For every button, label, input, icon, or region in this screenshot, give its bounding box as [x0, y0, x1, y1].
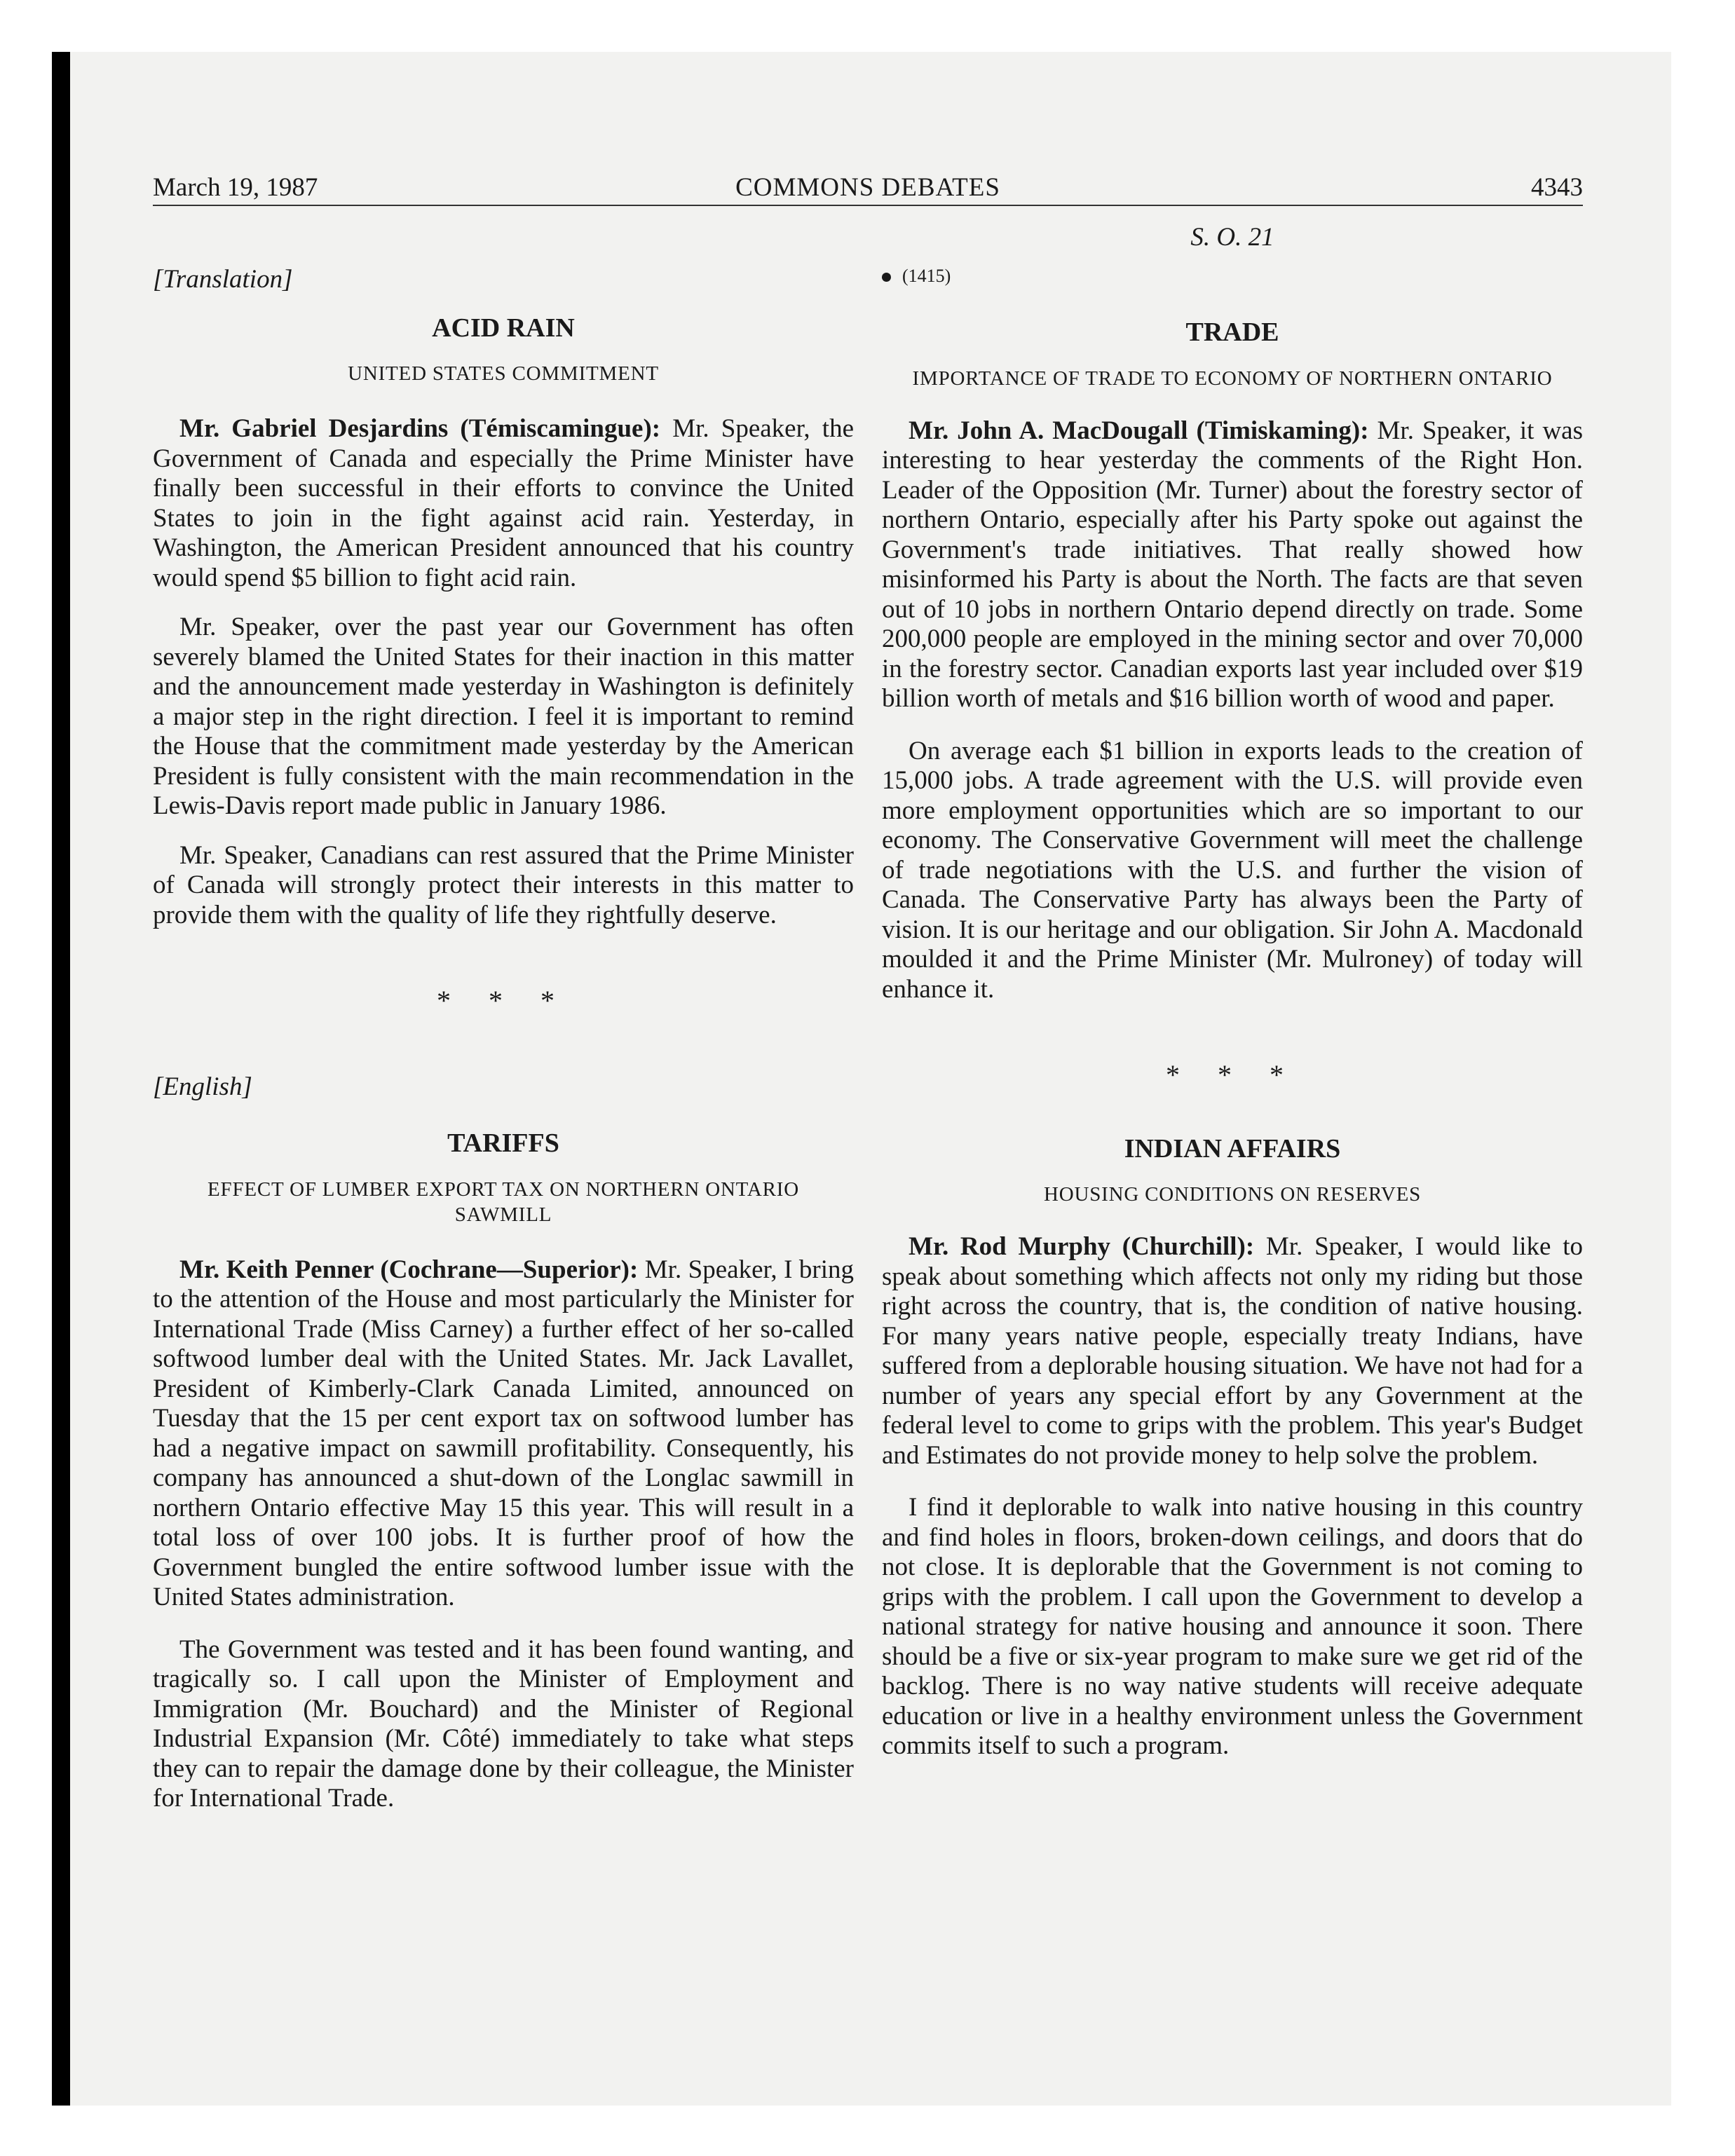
paragraph-text: Mr. Speaker, it was interesting to hear yesterday the comments of the Right Hon. Leader of the Opposition (Mr. Turner) about the forestry sector of northern Ontario, especially after his Party spoke out against the Government's trade initiatives. That really showed how misinformed his Party is about the North. The facts are that seven out of 10 jobs in northern Ontario depend directly on trade. Some 200,000 people are employed in the mining sector and over 70,000 in the forestry sector. Canadian exports last year included over $19 billion worth of metals and $16 billion worth of wood and paper. [882, 416, 1583, 713]
section-heading-tariffs: TARIFFS [447, 1128, 559, 1158]
standing-order-label: S. O. 21 [1190, 223, 1274, 252]
binding-edge [52, 52, 70, 2106]
paragraph-desjardins-2: Mr. Speaker, over the past year our Government has often severely blamed the United States for their inaction in this matter and the announcement made yesterday in Washington is definitely a major step in the right direction. I feel it is important to remind the House that the commitment made yesterday by the American President is fully consistent with the main recommendation in the Lewis-Davis report made public in January 1986. [153, 613, 854, 820]
paragraph-text: Mr. Speaker, I would like to speak about something which affects not only my riding but those right across the country, that is, the condition of native housing. For many years native people, especially treaty Indians, have suffered from a deplorable housing situation. We have not had for a number of years any special effort by any Government at the federal level to come to grips with the problem. This year's Budget and Estimates do not provide money to help solve the problem. [882, 1232, 1583, 1470]
section-separator: * * * [1166, 1059, 1299, 1091]
language-marker-translation: [Translation] [153, 265, 293, 294]
subheading-housing-reserves: HOUSING CONDITIONS ON RESERVES [1043, 1183, 1422, 1206]
paragraph-desjardins-3: Mr. Speaker, Canadians can rest assured that the Prime Minister of Canada will strongly protect their interests in this matter to provide them with the quality of life they rightfully deserve. [153, 840, 854, 929]
paragraph-macdougall-2: On average each $1 billion in exports leads to the creation of 15,000 jobs. A trade agreement with the U.S. will provide even more employment opportunities which are so important to our economy. The Conservative Government will meet the challenge of trade negotiations with the U.S. and further the vision of Canada. The Conservative Party has always been the Party of vision. It is our heritage and our obligation. Sir John A. Macdonald moulded it and the Prime Minister (Mr. Mulroney) of today will enhance it. [882, 736, 1583, 1004]
paragraph-penner-1 [153, 1255, 854, 1613]
time-marker-text: (1415) [902, 265, 951, 286]
paragraph-text: Mr. Speaker, I bring to the attention of the House and most particularly the Minister for International Trade (Miss Carney) a further effect of her so-called softwood lumber deal with the United States. Mr. Jack Lavallet, President of Kimberly-Clark Canada Limited, announced on Tuesday that the 15 per cent export tax on softwood lumber has had a negative impact on sawmill profitability. Consequently, his company has announced a shut-down of the Longlac sawmill in northern Ontario effective May 15 this year. This will result in a total loss of over 100 jobs. It is further proof of how the Government bungled the entire softwood lumber issue with the United States administration. [153, 1255, 854, 1611]
paragraph-penner-2: The Government was tested and it has been found wanting, and tragically so. I call upon the Minister of Employment and Immigration (Mr. Bouchard) and the Minister of Regional Industrial Expansion (Mr. Côté) immediately to take what steps they can to repair the damage done by their colleague, the Minister for International Trade. [153, 1635, 854, 1813]
header-title: COMMONS DEBATES [735, 173, 1000, 202]
time-marker [882, 261, 1583, 292]
speaker-name: Mr. Keith Penner (Cochrane—Superior): [179, 1255, 639, 1284]
right-column [882, 223, 1583, 1761]
running-header [153, 171, 1583, 206]
bullet-icon [882, 273, 891, 282]
speaker-name: Mr. John A. MacDougall (Timiskaming): [909, 416, 1369, 445]
page-number: 4343 [1531, 173, 1583, 202]
left-column [153, 223, 854, 1814]
header-date: March 19, 1987 [153, 173, 318, 202]
paragraph-murphy-2: I find it deplorable to walk into native housing in this country and find holes in floors, broken-down ceilings, and doors that do not close. It is deplorable that the Government is not coming to grips with the problem. I call upon the Government to develop a national strategy for native housing and announce it soon. There should be a five or six-year program to make sure we get rid of the backlog. There is no way native students will receive adequate education or live in a healthy environment unless the Government commits itself to such a program. [882, 1493, 1583, 1760]
speaker-name: Mr. Gabriel Desjardins (Témiscamingue): [179, 414, 661, 443]
speaker-name: Mr. Rod Murphy (Churchill): [909, 1232, 1255, 1261]
paragraph-text: Mr. Speaker, the Government of Canada and especially the Prime Minister have finally been successful in their efforts to convince the United States to join in the fight against acid rain. Yesterday, in Washington, the American President announced that his country would spend $5 billion to fight acid rain. [153, 414, 854, 592]
section-heading-indian-affairs: INDIAN AFFAIRS [1124, 1133, 1341, 1164]
subheading-trade-northern-ontario: IMPORTANCE OF TRADE TO ECONOMY OF NORTHERN ONTARIO [912, 367, 1553, 390]
paragraph-macdougall-1 [882, 416, 1583, 714]
paragraph-murphy-1 [882, 1232, 1583, 1471]
subheading-us-commitment: UNITED STATES COMMITMENT [348, 362, 659, 385]
section-heading-acid-rain: ACID RAIN [432, 313, 575, 343]
paragraph-desjardins-1 [153, 414, 854, 593]
section-separator: * * * [437, 985, 570, 1016]
section-heading-trade: TRADE [1185, 318, 1279, 347]
subheading-lumber-export-tax: EFFECT OF LUMBER EXPORT TAX ON NORTHERN ONTARIO SAWMILL [207, 1178, 799, 1226]
language-marker-english: [English] [153, 1072, 252, 1101]
